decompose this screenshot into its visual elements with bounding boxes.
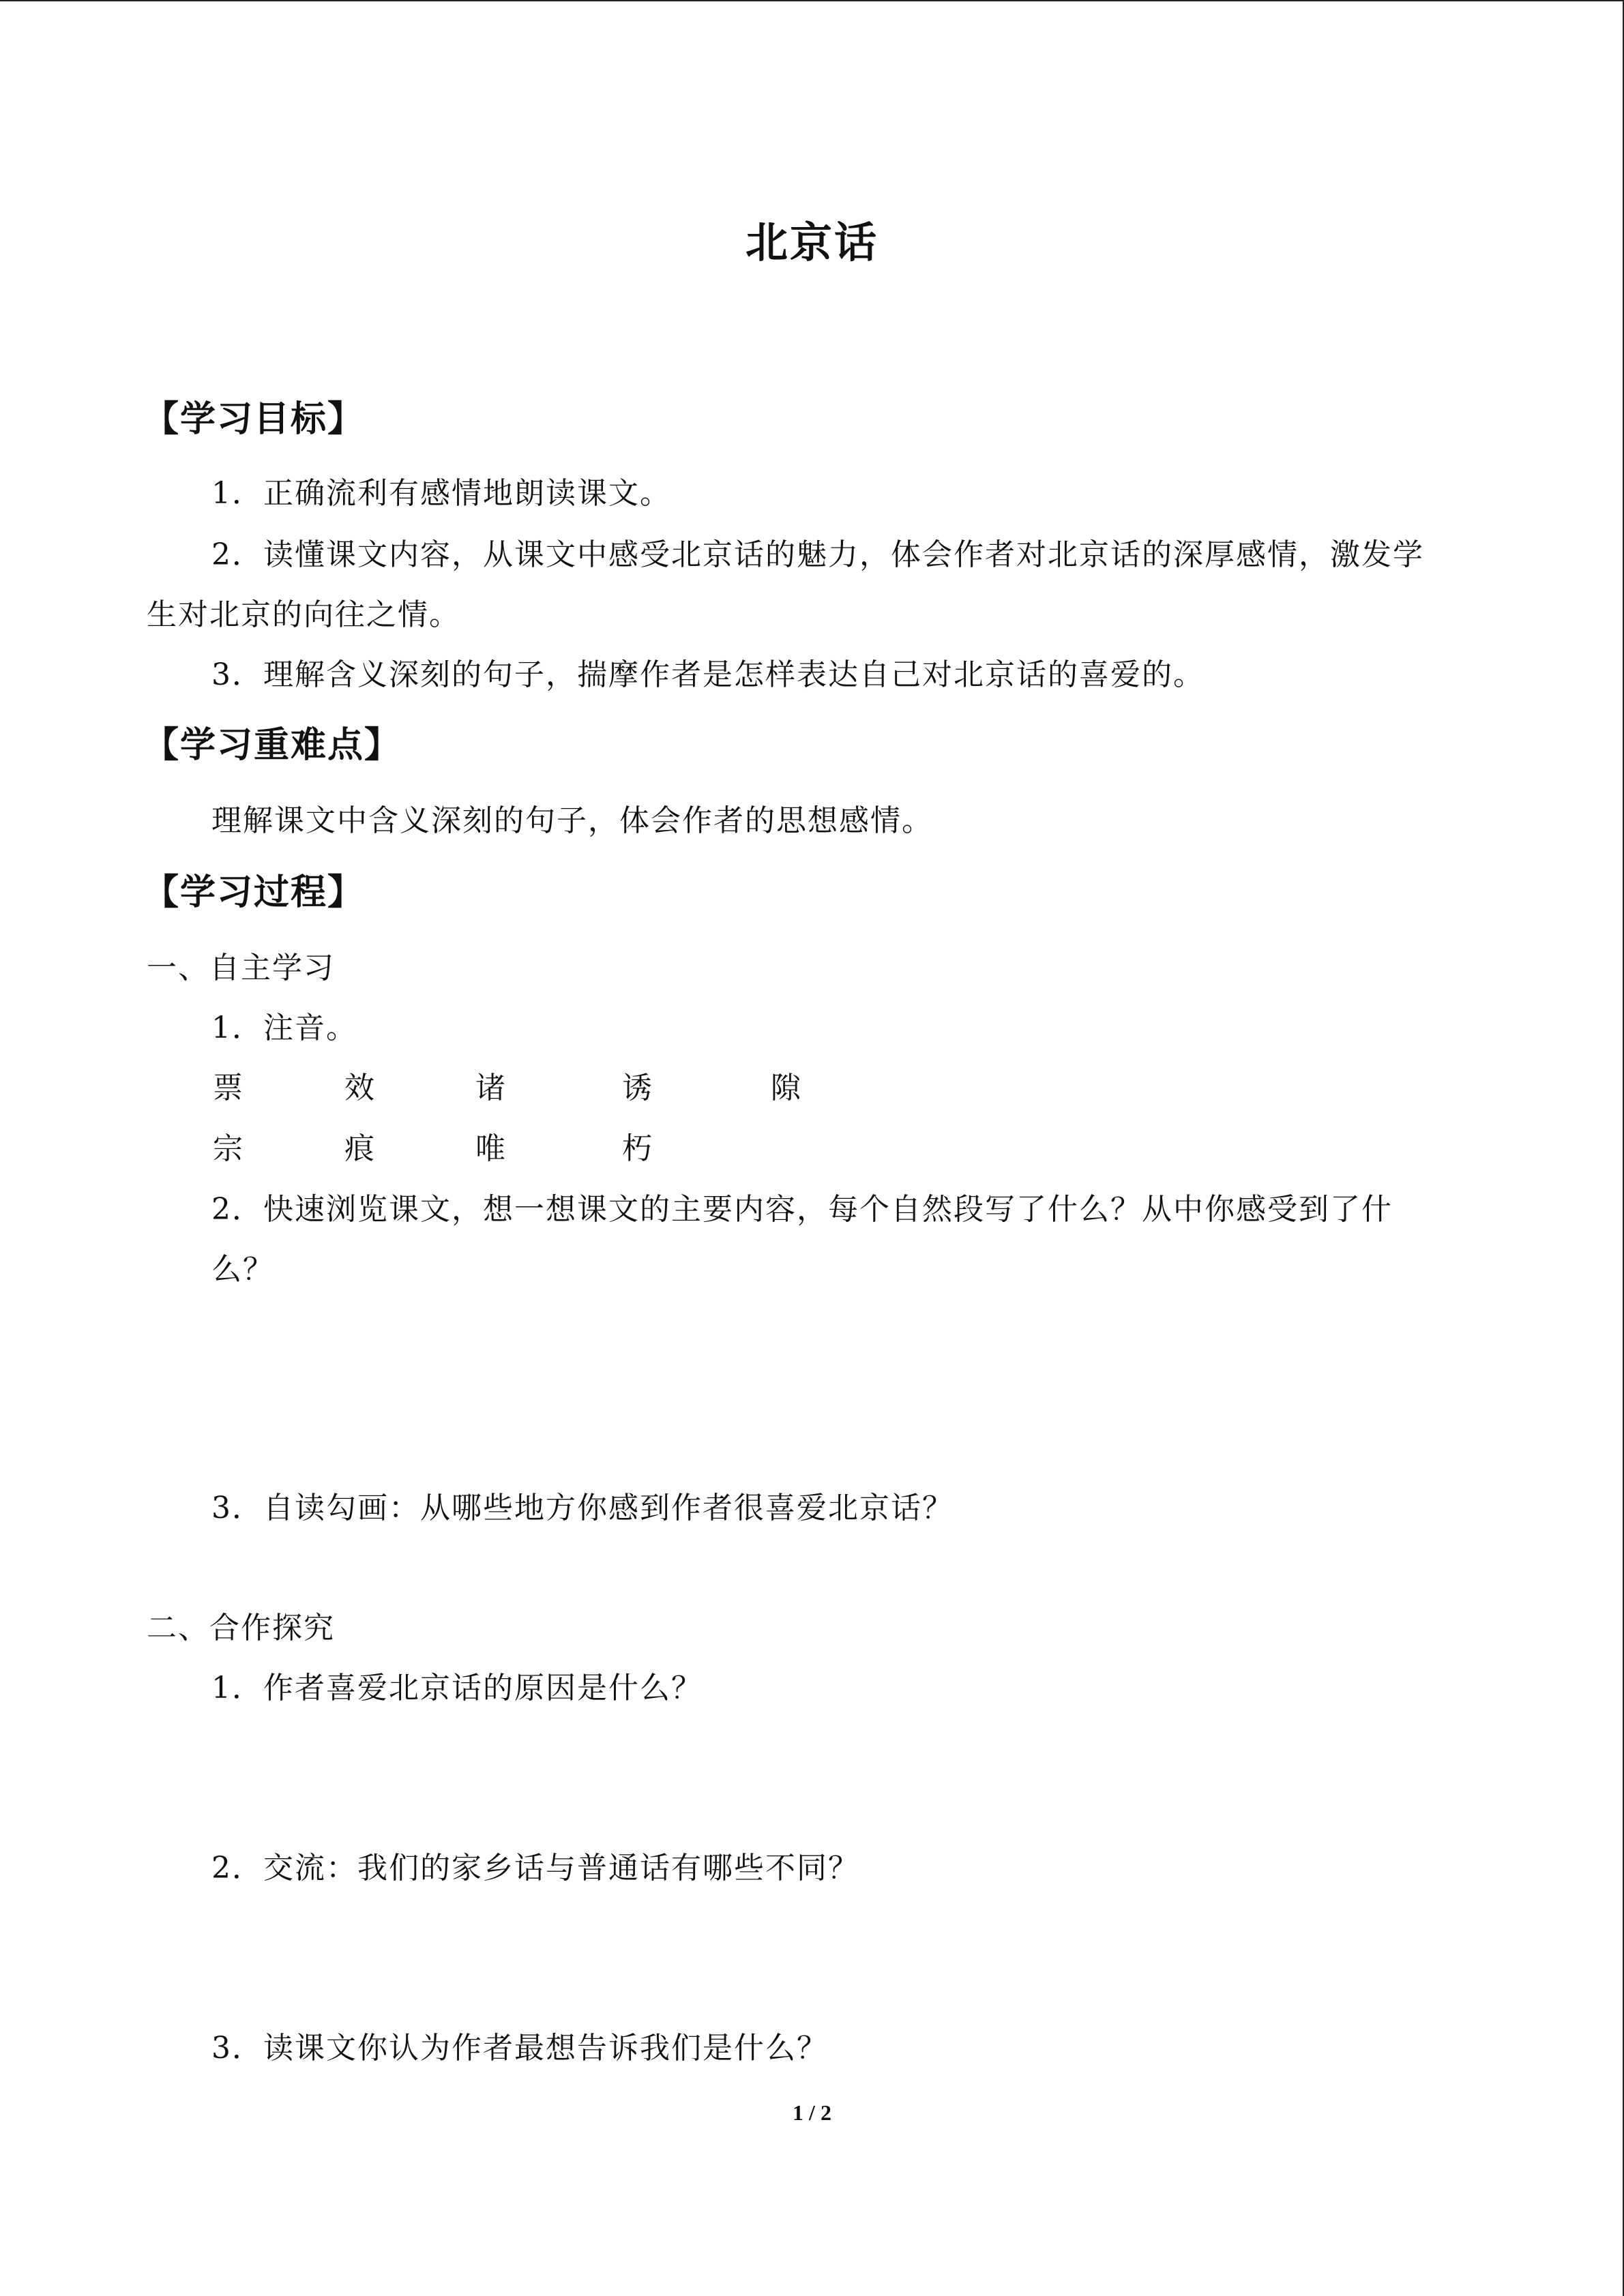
part1-question-1: 1．注音。	[211, 1011, 357, 1045]
char-item: 朽	[622, 1131, 652, 1166]
part1-question-3: 3．自读勾画：从哪些地方你感到作者很喜爱北京话？	[211, 1491, 954, 1525]
part1-question-2: 2．快速浏览课文，想一想课文的主要内容，每个自然段写了什么？从中你感受到了什	[211, 1192, 1393, 1227]
char-item: 宗	[213, 1131, 243, 1166]
goal-item-2-continued: 生对北京的向往之情。	[147, 597, 460, 632]
part2-title: 二、合作探究	[147, 1611, 335, 1645]
char-item: 唯	[475, 1131, 505, 1166]
goal-item-2: 2．读懂课文内容，从课文中感受北京话的魅力，体会作者对北京话的深厚感情，激发学	[211, 537, 1424, 572]
part2-question-3: 3．读课文你认为作者最想告诉我们是什么？	[211, 2031, 828, 2066]
char-item: 票	[213, 1071, 243, 1105]
char-item: 效	[344, 1071, 374, 1105]
key-points-text: 理解课文中含义深刻的句子，体会作者的思想感情。	[211, 803, 933, 838]
part2-question-2: 2．交流：我们的家乡话与普通话有哪些不同？	[211, 1851, 859, 1885]
char-item: 隙	[771, 1071, 801, 1105]
key-points-heading: 【学习重难点】	[143, 725, 402, 766]
goal-item-1: 1．正确流利有感情地朗读课文。	[211, 476, 671, 511]
process-heading: 【学习过程】	[143, 872, 365, 913]
goals-heading: 【学习目标】	[143, 399, 365, 440]
page-number: 1 / 2	[793, 2100, 831, 2125]
char-item: 诱	[622, 1071, 652, 1105]
char-item: 痕	[344, 1131, 374, 1166]
part1-question-2-continued: 么？	[211, 1252, 274, 1287]
page-title: 北京话	[745, 218, 879, 267]
char-item: 诸	[475, 1071, 505, 1105]
part2-question-1: 1．作者喜爱北京话的原因是什么？	[211, 1671, 703, 1705]
goal-item-3: 3．理解含义深刻的句子，揣摩作者是怎样表达自己对北京话的喜爱的。	[211, 657, 1205, 692]
part1-title: 一、自主学习	[147, 951, 335, 985]
